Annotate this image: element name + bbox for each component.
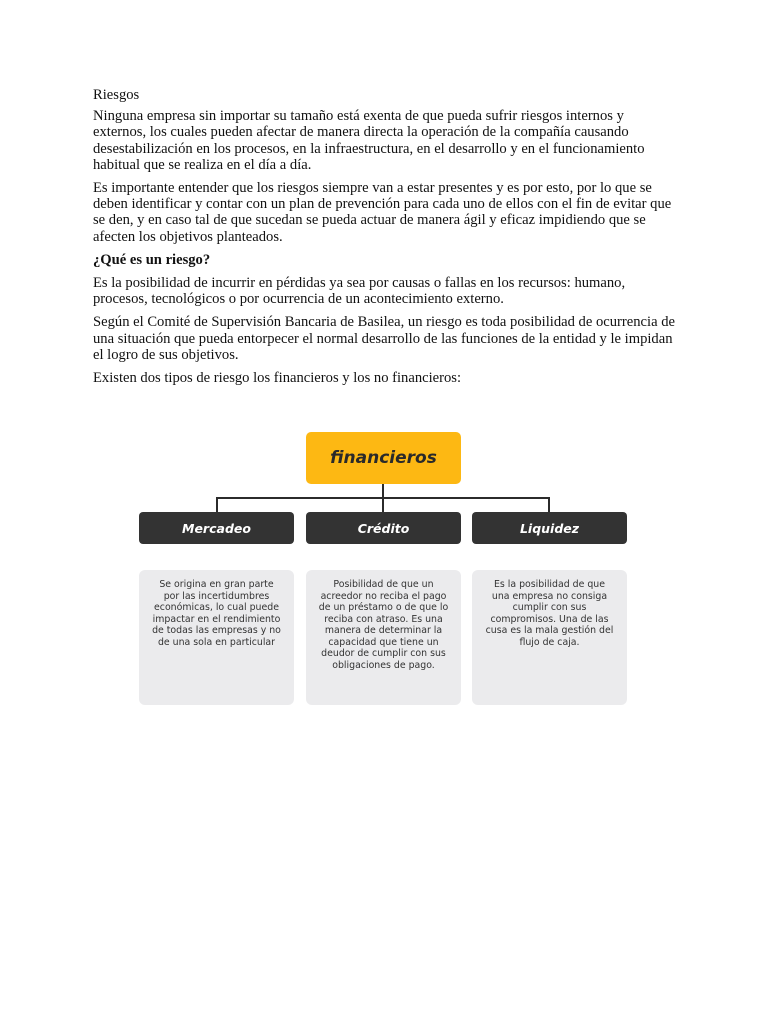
- connector-left: [216, 497, 218, 512]
- connector-right: [548, 497, 550, 512]
- description-liquidez: Es la posibilidad de que una empresa no consiga cumplir con sus compromisos. Una de las cusa es la mala gestión del flujo de caja.: [472, 570, 627, 705]
- paragraph-basilea: Según el Comité de Supervisión Bancaria de Basilea, un riesgo es toda posibilidad de ocurrencia de una situación que pueda entorpecer el normal desarrollo de las funciones de la entidad y le impidan el logro de sus objetivos.: [93, 314, 675, 363]
- description-mercadeo: Se origina en gran parte por las incertidumbres económicas, lo cual puede impactar en el rendimiento de todas las empresas y no de una sola en particular: [139, 570, 294, 705]
- paragraph-types: Existen dos tipos de riesgo los financieros y los no financieros:: [93, 370, 462, 387]
- connector-center: [382, 497, 384, 512]
- paragraph-intro: Ninguna empresa sin importar su tamaño está exenta de que pueda sufrir riesgos internos y externos, los cuales pueden afectar de manera directa la operación de la compañía causando desestabilización en los procesos, en la infraestructura, en el desarrollo y en el funcionamiento habitual que se realiza en el día a día.: [93, 108, 645, 173]
- category-liquidez: Liquidez: [472, 512, 627, 544]
- description-credito: Posibilidad de que un acreedor no reciba el pago de un préstamo o de que lo reciba con atraso. Es una manera de determinar la capacidad que tiene un deudor de cumplir con sus obligaciones de pago.: [306, 570, 461, 705]
- document-title: Riesgos: [93, 87, 140, 103]
- category-mercadeo: Mercadeo: [139, 512, 294, 544]
- paragraph-definition: Es la posibilidad de incurrir en pérdidas ya sea por causas o fallas en los recursos: humano, procesos, tecnológicos o por ocurrencia de un acontecimiento externo.: [93, 275, 626, 308]
- connector-root-down: [382, 484, 384, 498]
- diagram-root-node: financieros: [306, 432, 461, 484]
- category-credito: Crédito: [306, 512, 461, 544]
- paragraph-importance: Es importante entender que los riesgos siempre van a estar presentes y es por esto, por lo que se deben identificar y contar con un plan de prevención para cada uno de ellos con el fin de evitar que se den, y en caso tal de que sucedan se pueda actuar de manera ágil y eficaz impidiendo que se afecten los objetivos planteados.: [93, 180, 672, 245]
- section-heading: ¿Qué es un riesgo?: [93, 251, 211, 268]
